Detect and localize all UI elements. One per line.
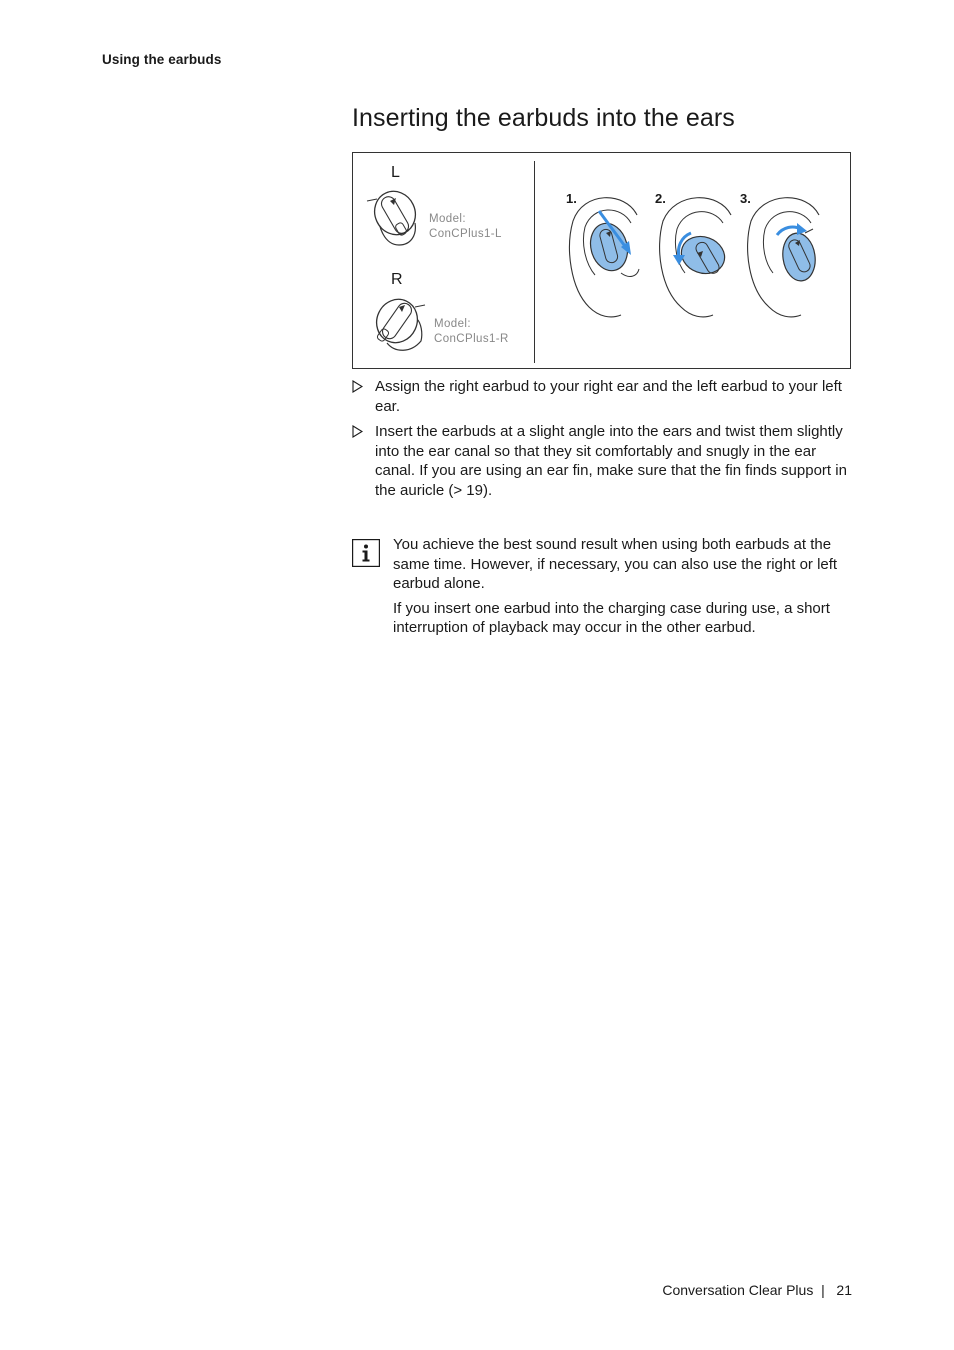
right-earbud-illustration xyxy=(365,293,429,355)
instruction-text: Insert the earbuds at a slight angle into the ears and twist them slightly into the ear canal so that they sit comfortably and snugly in the ear canal. If you are using an ear fin, make sure that the fin finds support in the auricle (> 19). xyxy=(375,423,847,499)
left-earbud-label: L xyxy=(391,164,400,181)
footer-separator: | xyxy=(817,1282,833,1298)
footer-product-name: Conversation Clear Plus xyxy=(662,1282,814,1298)
right-model-label: Model: xyxy=(434,318,471,330)
page-footer xyxy=(662,1282,852,1298)
insertion-figure xyxy=(352,152,851,369)
footer-page-number: 21 xyxy=(836,1282,852,1298)
info-icon xyxy=(352,539,380,567)
triangle-right-icon xyxy=(352,425,363,438)
instruction-list xyxy=(352,377,852,506)
step-number-2: 2. xyxy=(655,191,666,206)
instruction-step-2 xyxy=(352,422,852,500)
step-number-1: 1. xyxy=(566,191,577,206)
left-earbud-illustration xyxy=(365,187,425,249)
instruction-step-1 xyxy=(352,377,852,416)
page-title: Inserting the earbuds into the ears xyxy=(352,104,735,132)
step-1-illustration xyxy=(565,193,645,323)
step-3-illustration xyxy=(741,193,827,323)
step-2-illustration xyxy=(653,193,739,323)
info-note xyxy=(352,535,852,643)
triangle-right-icon xyxy=(352,380,363,393)
left-model-value: ConCPlus1-L xyxy=(429,228,502,240)
figure-divider xyxy=(534,161,535,363)
right-earbud-label: R xyxy=(391,271,403,288)
section-header: Using the earbuds xyxy=(102,52,222,67)
right-model-value: ConCPlus1-R xyxy=(434,333,509,345)
note-paragraph-1: You achieve the best sound result when using both earbuds at the same time. However, if necessary, you can also use the right or left earbud alone. xyxy=(393,536,838,592)
note-paragraph-2: If you insert one earbud into the charging case during use, a short interruption of playback may occur in the other earbud. xyxy=(393,599,830,636)
instruction-text: Assign the right earbud to your right ear and the left earbud to your left ear. xyxy=(375,378,842,415)
left-model-label: Model: xyxy=(429,213,466,225)
step-number-3: 3. xyxy=(740,191,751,206)
